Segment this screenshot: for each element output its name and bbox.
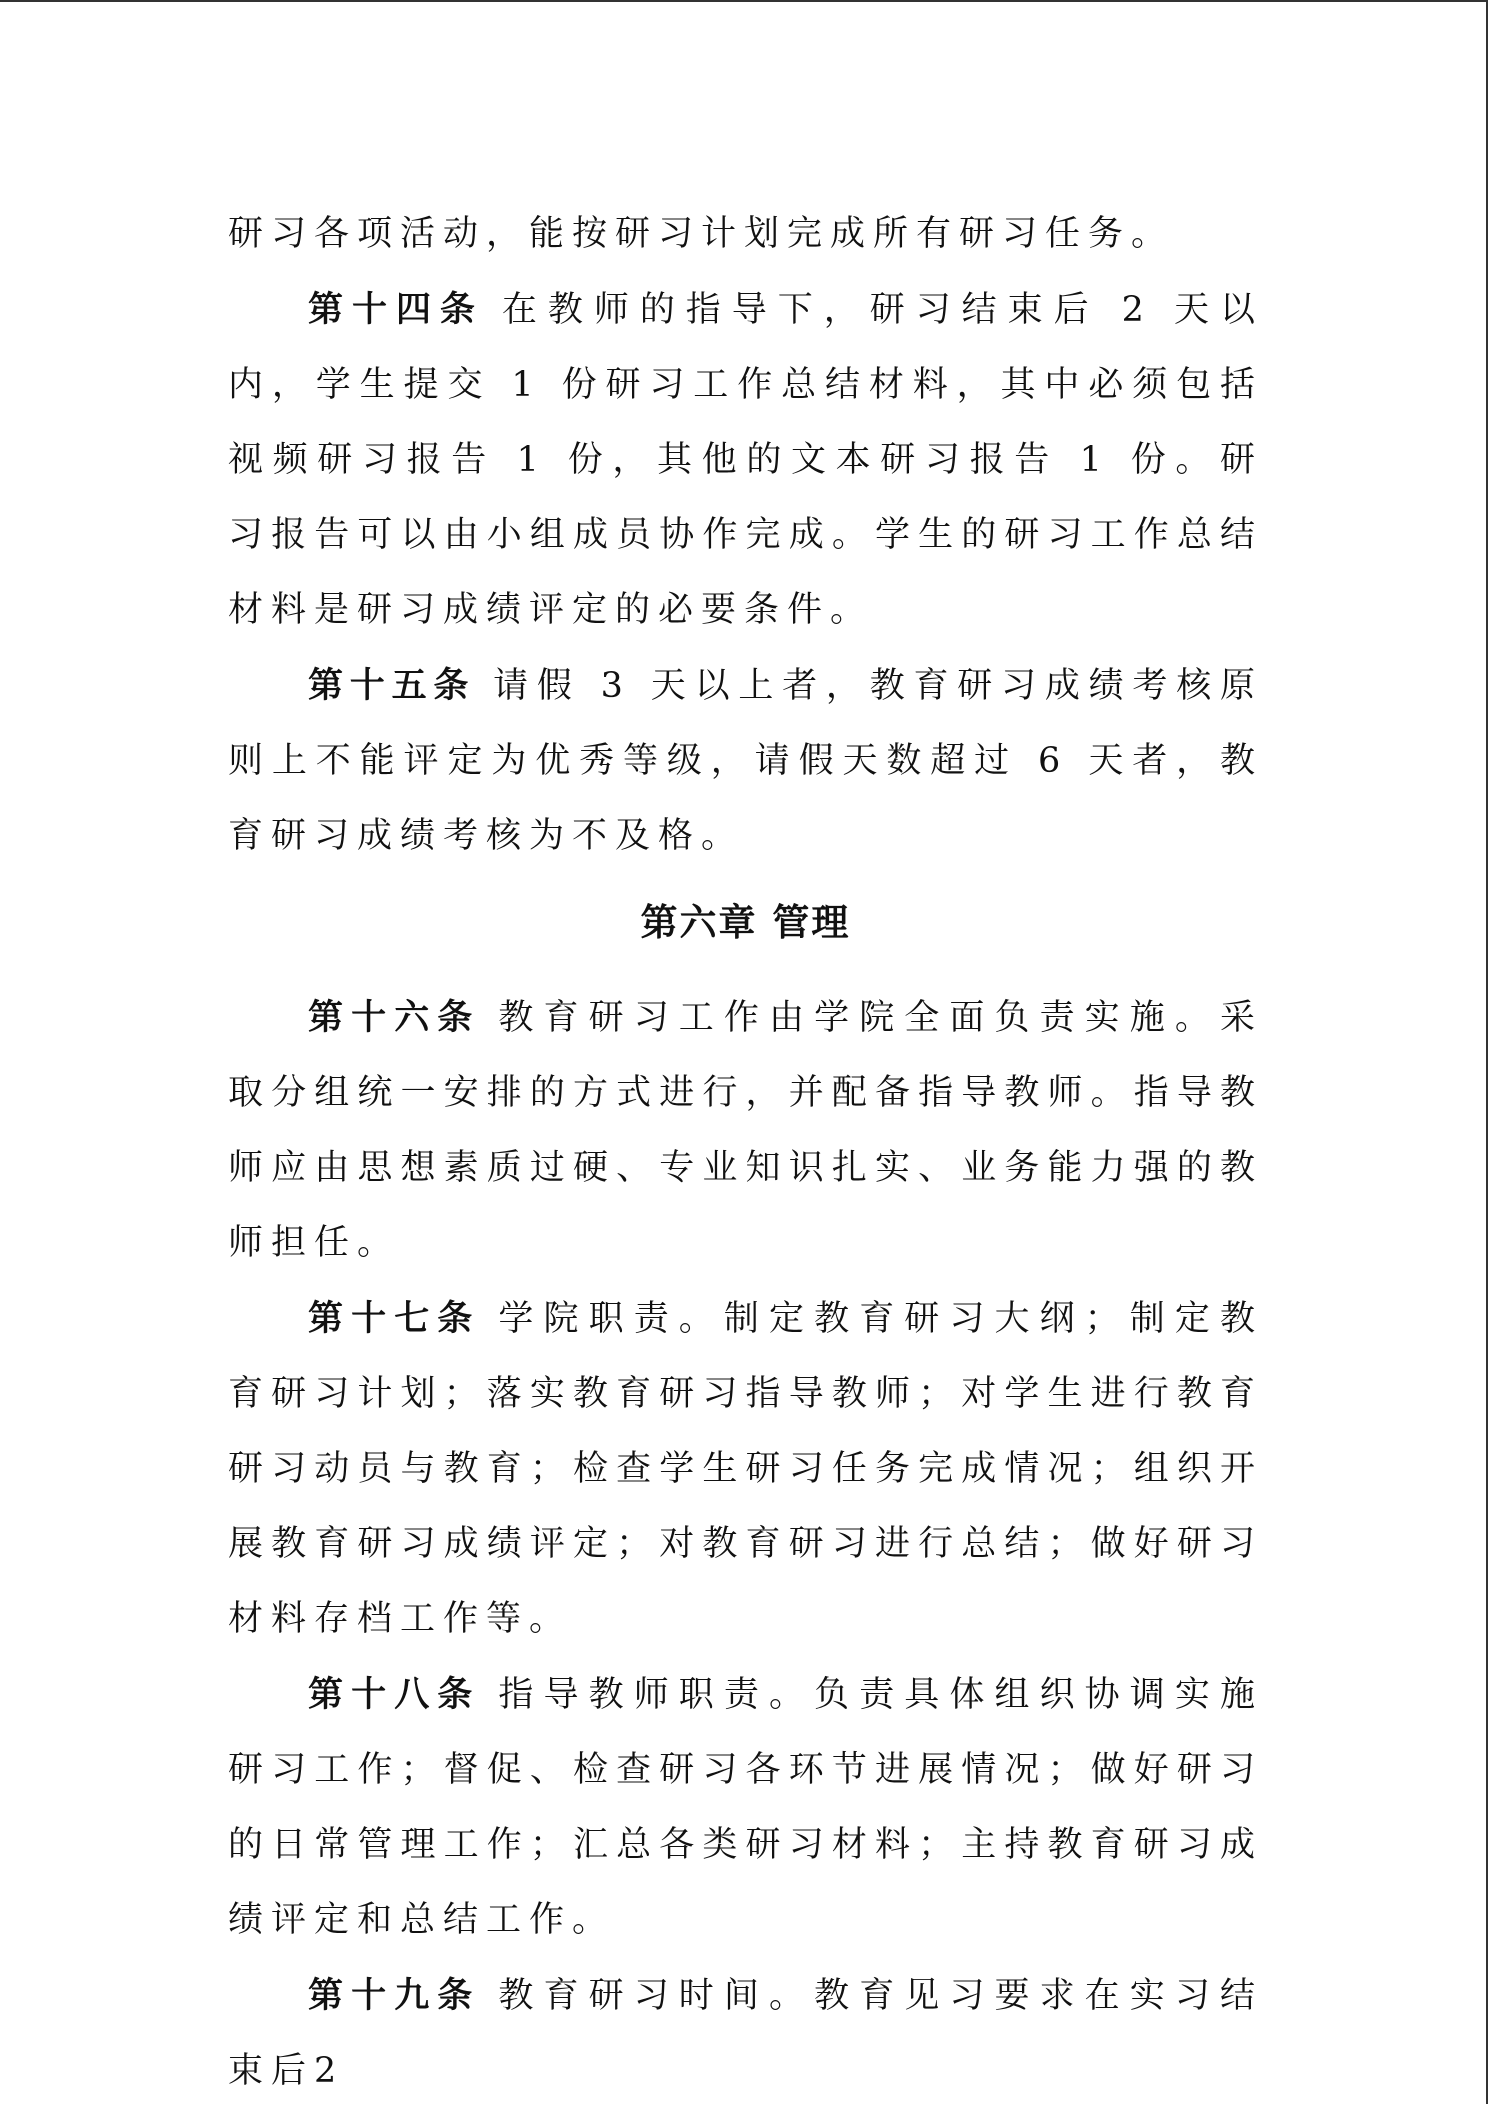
chapter-title: 第六章 管理 bbox=[640, 901, 851, 944]
article-16 bbox=[228, 980, 1263, 1281]
article-17-text: 学院职责。制定教育研习大纲；制定教育研习计划；落实教育研习指导教师；对学生进行教育研习动员与教育；检查学生研习任务完成情况；组织开展教育研习成绩评定；对教育研习进行总结；做好研习材料存档工作等。 bbox=[228, 1299, 1263, 1639]
article-14-text: 在教师的指导下，研习结束后 2 天以内，学生提交 1 份研习工作总结材料，其中必须包括视频研习报告 1 份，其他的文本研习报告 1 份。研习报告可以由小组成员协作完成。学生的研习工作总结材料是研习成绩评定的必要条件。 bbox=[228, 290, 1263, 630]
continuation-paragraph: 研习各项活动，能按研习计划完成所有研习任务。 bbox=[228, 214, 1175, 254]
article-18 bbox=[228, 1657, 1263, 1958]
article-16-label: 第十六条 bbox=[308, 997, 481, 1038]
article-17-label: 第十七条 bbox=[308, 1298, 481, 1339]
article-17 bbox=[228, 1281, 1263, 1657]
document-body bbox=[228, 197, 1263, 2109]
article-15-label: 第十五条 bbox=[308, 665, 476, 706]
article-18-text: 指导教师职责。负责具体组织协调实施研习工作；督促、检查研习各环节进展情况；做好研习的日常管理工作；汇总各类研习材料；主持教育研习成绩评定和总结工作。 bbox=[228, 1675, 1263, 1940]
article-14-label: 第十四条 bbox=[308, 289, 484, 330]
article-19 bbox=[228, 1958, 1263, 2109]
article-19-text: 教育研习时间。教育见习要求在实习结束后2 bbox=[228, 1976, 1263, 2091]
article-14 bbox=[228, 272, 1263, 648]
article-18-label: 第十八条 bbox=[308, 1674, 481, 1715]
article-15-text: 请假 3 天以上者，教育研习成绩考核原则上不能评定为优秀等级，请假天数超过 6 天者，教育研习成绩考核为不及格。 bbox=[228, 666, 1263, 856]
article-15 bbox=[228, 648, 1263, 874]
article-16-text: 教育研习工作由学院全面负责实施。采取分组统一安排的方式进行，并配备指导教师。指导教师应由思想素质过硬、专业知识扎实、业务能力强的教师担任。 bbox=[228, 998, 1263, 1263]
article-19-label: 第十九条 bbox=[308, 1975, 481, 2016]
